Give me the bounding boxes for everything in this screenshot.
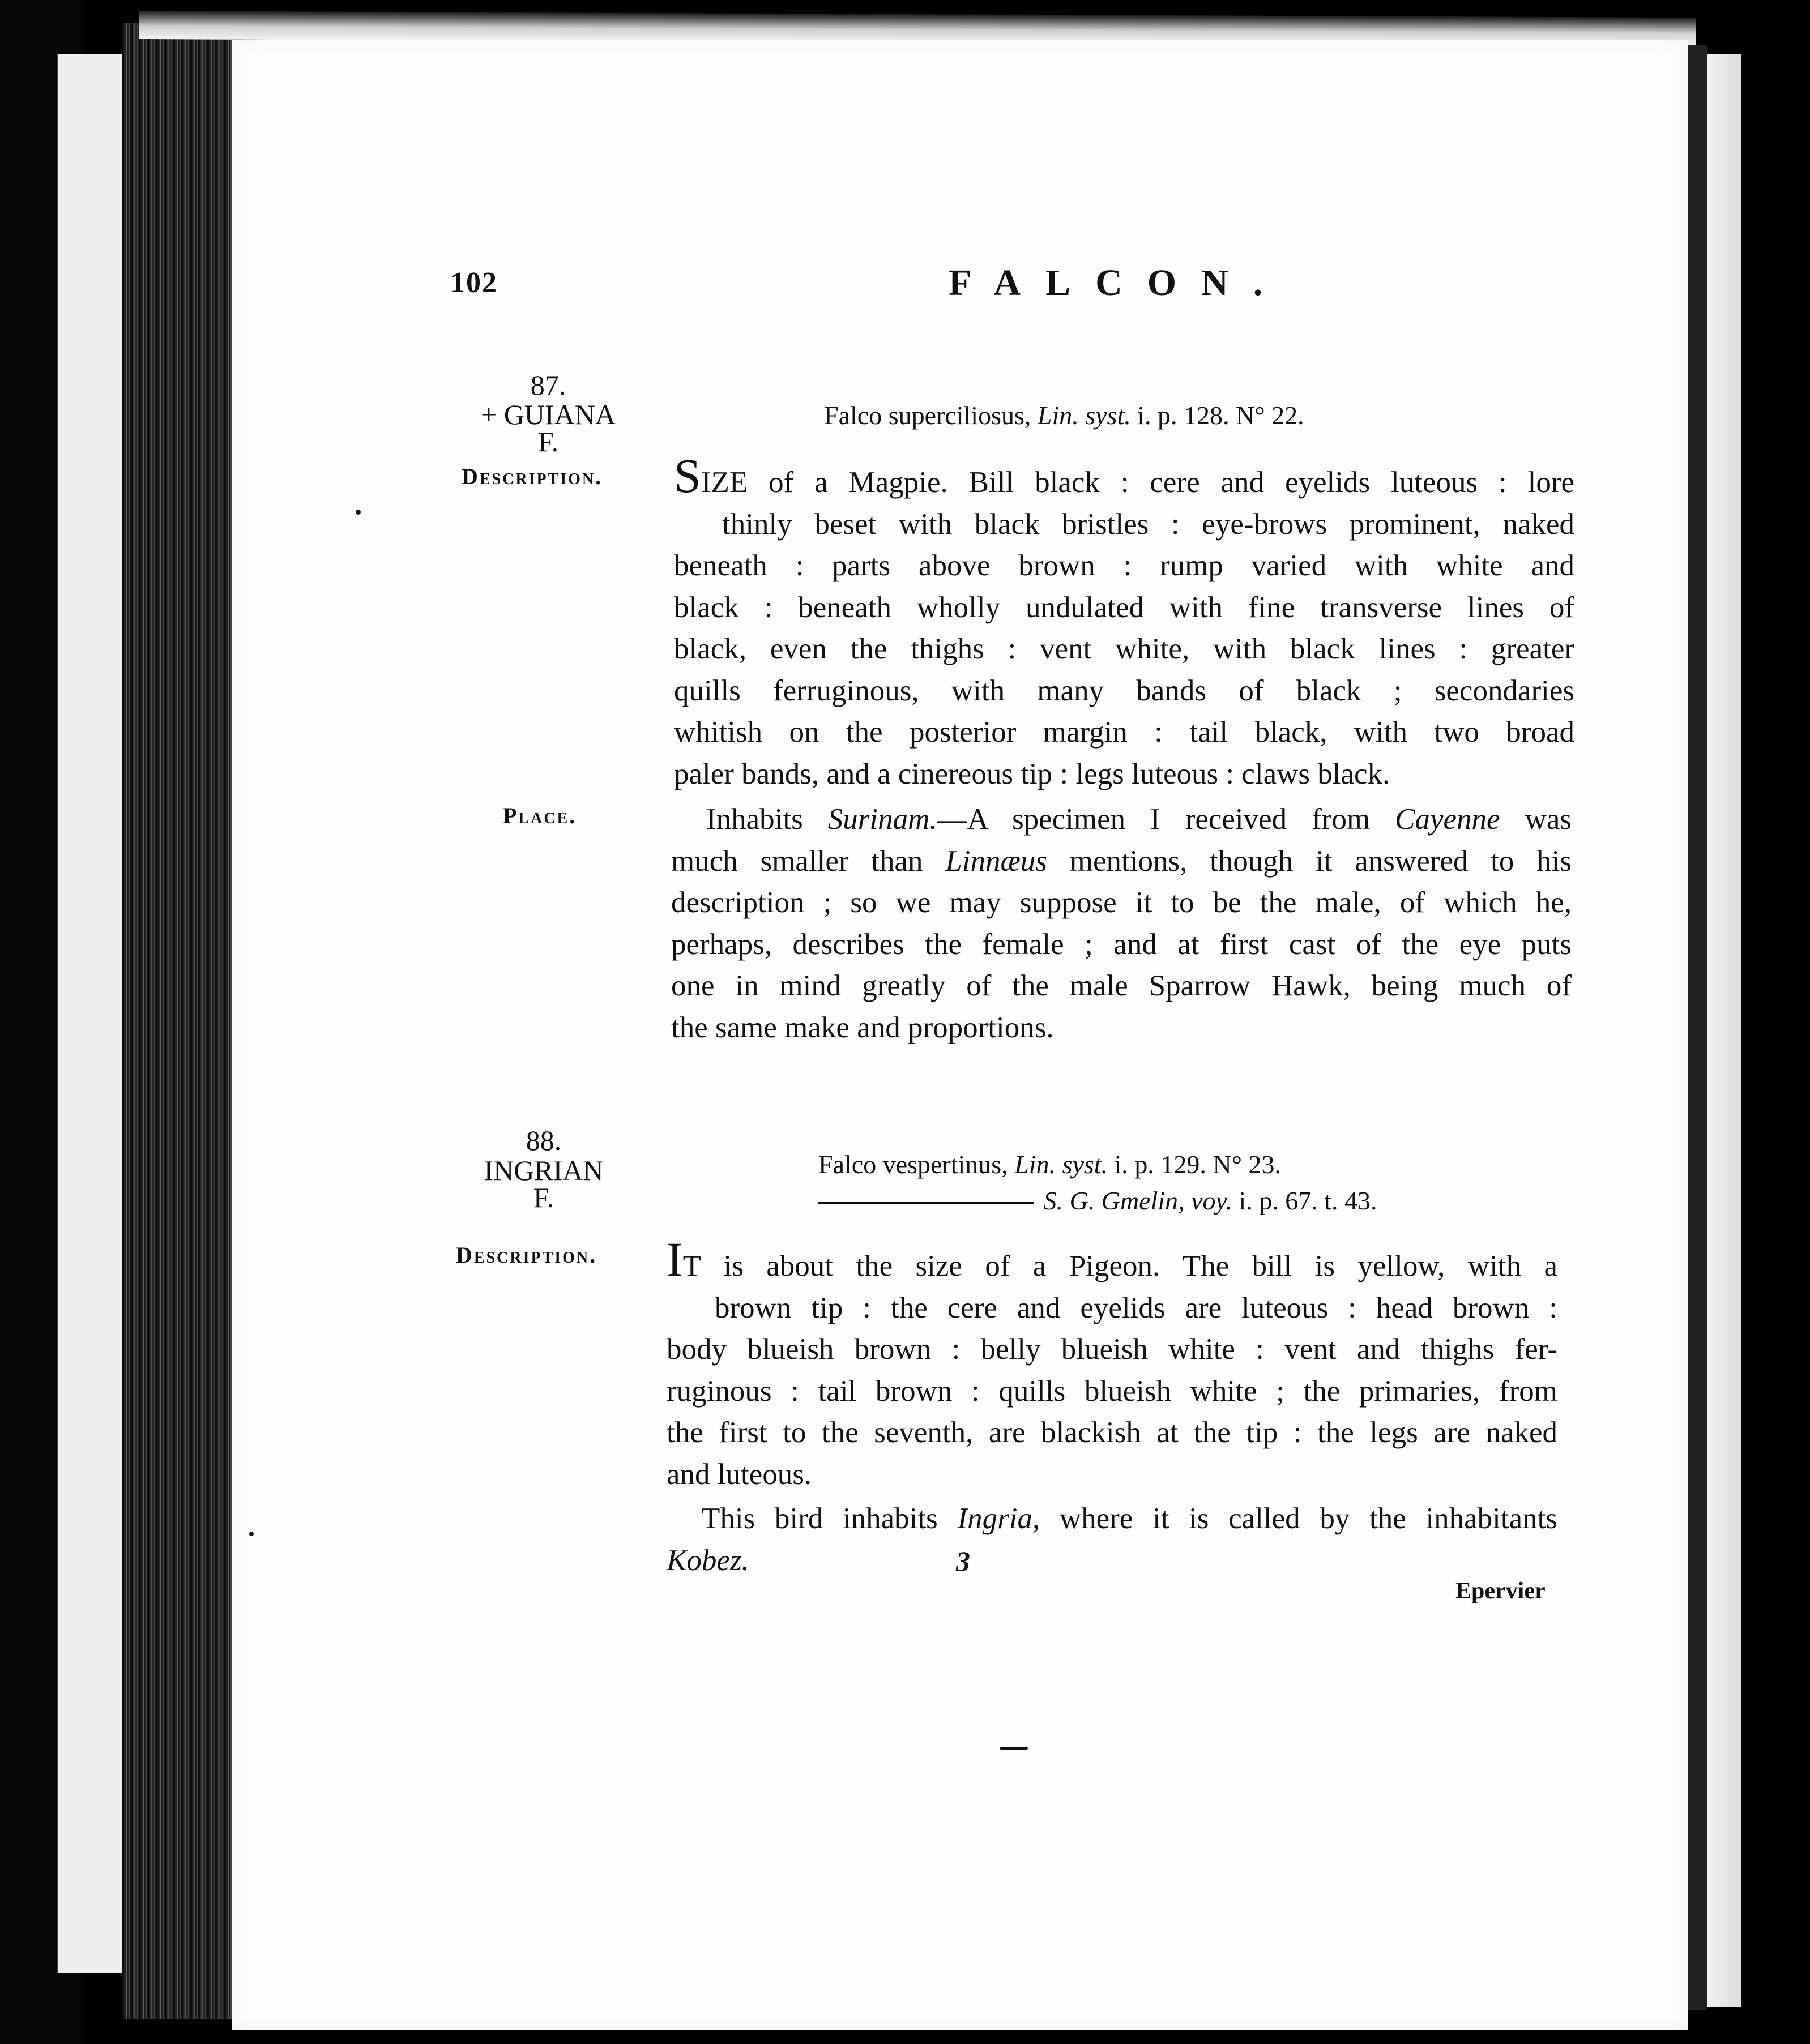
synonym-reference [824, 400, 1304, 430]
text-line: perhaps, describes the female ; and at first cast of the eye puts [671, 927, 1572, 961]
place-paragraph [667, 1498, 1557, 1581]
text-line: black, even the thighs : vent white, with black lines : greater [674, 632, 1574, 665]
place-label: Place. [503, 803, 577, 828]
scan-border-right [1741, 0, 1810, 2044]
text-line: black : beneath wholly undulated with fine transverse lines of [674, 591, 1574, 624]
text-line: thinly beset with black bristles : eye-brows prominent, naked [722, 507, 1574, 541]
description-paragraph [674, 448, 1574, 795]
species-name: Falco superciliosus, [824, 401, 1031, 430]
text-line: This bird inhabits Ingria, where it is called by the inhabitants [702, 1502, 1557, 1535]
text-line: Kobez. [667, 1543, 749, 1577]
facing-leaf-edge [57, 54, 126, 1973]
source-detail: i. p. 129. N° 23. [1114, 1150, 1281, 1179]
catchword: Epervier [1455, 1578, 1546, 1604]
place-paragraph [671, 799, 1572, 1049]
text-line: the first to the seventh, are blackish at the tip : the legs are naked [667, 1416, 1557, 1449]
entry-name: + GUIANA [481, 399, 616, 430]
source-detail: i. p. 67. t. 43. [1239, 1186, 1377, 1215]
page-number: 102 [450, 267, 498, 299]
description-paragraph [667, 1232, 1557, 1495]
text-line: SIZE of a Magpie. Bill black : cere and eyelids luteous : lore [674, 448, 1574, 503]
source-author: S. G. Gmelin, [1043, 1186, 1185, 1215]
entry-name: INGRIAN [484, 1154, 604, 1186]
text-line: whitish on the posterior margin : tail black, with two broad [674, 716, 1574, 749]
species-name: Falco vespertinus, [818, 1150, 1008, 1179]
synonym-reference-second [818, 1186, 1377, 1216]
ditto-rule [818, 1202, 1034, 1204]
source-detail: i. p. 128. N° 22. [1137, 401, 1304, 430]
ink-speck [249, 1532, 254, 1536]
text-line: paler bands, and a cinereous tip : legs luteous : claws black. [674, 757, 1390, 790]
source-title: Lin. syst. [1037, 401, 1131, 430]
text-line: and luteous. [667, 1457, 812, 1491]
text-line: ruginous : tail brown : quills blueish white ; the primaries, from [667, 1374, 1557, 1408]
text-line: quills ferruginous, with many bands of black ; secondaries [674, 674, 1574, 707]
text-line: brown tip : the cere and eyelids are luteous : head brown : [715, 1291, 1557, 1324]
text-line: description ; so we may suppose it to be the male, of which he, [671, 886, 1572, 919]
description-label: Description. [456, 1242, 597, 1268]
entry-genus-abbrev: F. [537, 426, 559, 457]
text-line: one in mind greatly of the male Sparrow Hawk, being much of [671, 969, 1572, 1002]
drop-cap: S [674, 448, 701, 503]
text-line: the same make and proportions. [671, 1011, 1054, 1044]
text-line: body blueish brown : belly blueish white : vent and thighs fer- [667, 1333, 1557, 1366]
text-line: IT is about the size of a Pigeon. The bill is yellow, with a [667, 1232, 1557, 1286]
synonym-reference [818, 1149, 1281, 1179]
drop-cap: I [667, 1232, 683, 1286]
text-line: Inhabits Surinam.—A specimen I received from Cayenne was [706, 803, 1572, 836]
entry-number: 87. [530, 369, 566, 401]
ink-speck [1000, 1747, 1028, 1750]
source-title: Lin. syst. [1014, 1150, 1108, 1179]
page-gutter-shadow [1688, 45, 1707, 2010]
next-leaf-edge [1707, 54, 1741, 2007]
source-title: voy. [1191, 1186, 1232, 1215]
entry-number: 88. [526, 1124, 562, 1156]
running-head: FALCON. [949, 262, 1288, 303]
entry-genus-abbrev: F. [533, 1182, 554, 1213]
description-label: Description. [462, 464, 603, 489]
text-line: beneath : parts above brown : rump varied with white and [674, 549, 1574, 582]
book-page-edges [122, 23, 235, 2019]
text-line: much smaller than Linnæus mentions, though it answered to his [671, 844, 1572, 878]
signature-mark: 3 [956, 1545, 970, 1577]
ink-speck [356, 510, 361, 515]
